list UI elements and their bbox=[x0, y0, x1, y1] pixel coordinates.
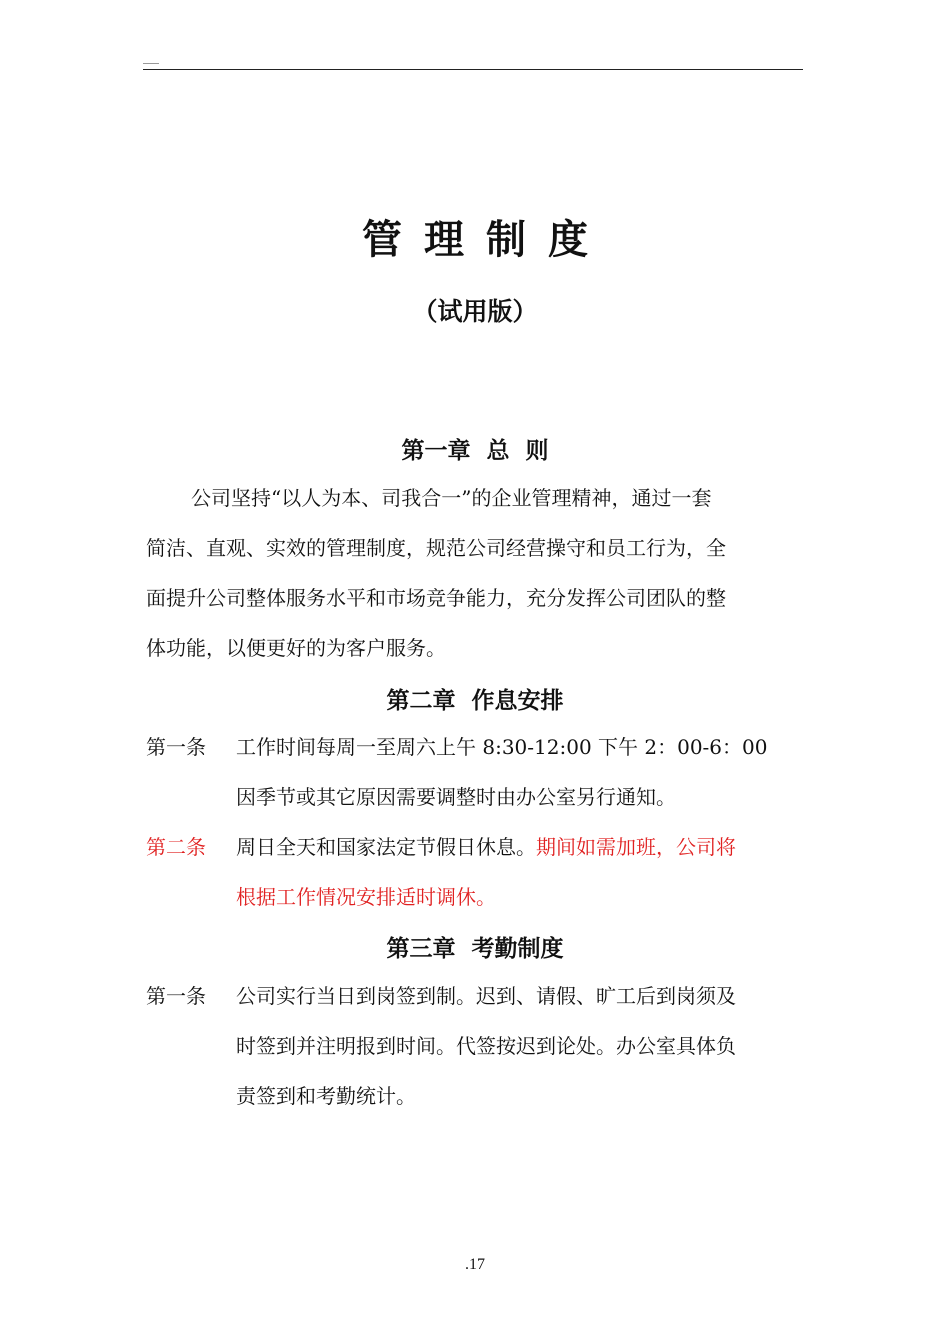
chapter-2-heading: 第二章 作息安排 bbox=[386, 688, 564, 714]
article-line: 工作时间每周一至周六上午 8:30-12:00 下午 2：00-6：00 bbox=[236, 735, 768, 759]
chapter-3-heading: 第三章 考勤制度 bbox=[386, 936, 564, 962]
article-body bbox=[236, 722, 806, 822]
article-body bbox=[236, 971, 806, 1121]
article-label-highlighted: 第二条 bbox=[146, 835, 206, 859]
header-rule bbox=[143, 69, 803, 70]
paragraph-line: 简洁、直观、实效的管理制度，规范公司经营操守和员工行为，全 bbox=[146, 536, 726, 560]
article-label: 第一条 bbox=[146, 735, 206, 759]
article-line: 因季节或其它原因需要调整时由办公室另行通知。 bbox=[236, 785, 676, 809]
document-title: 管理制度 bbox=[362, 217, 610, 263]
paragraph-line: 公司坚持“以人为本、司我合一”的企业管理精神，通过一套 bbox=[191, 486, 712, 510]
article-label: 第一条 bbox=[146, 984, 206, 1008]
chapter-2-article-2 bbox=[146, 822, 806, 922]
paragraph-line: 面提升公司整体服务水平和市场竞争能力，充分发挥公司团队的整 bbox=[146, 586, 726, 610]
paragraph-line: 体功能，以便更好的为客户服务。 bbox=[146, 636, 446, 660]
article-line-highlighted: 根据工作情况安排适时调休。 bbox=[236, 885, 496, 909]
chapter-1-heading: 第一章 总 则 bbox=[401, 438, 549, 464]
article-line: 时签到并注明报到时间。代签按迟到论处。办公室具体负 bbox=[236, 1034, 736, 1058]
article-body bbox=[236, 822, 806, 922]
document-subtitle: （试用版） bbox=[412, 297, 538, 326]
chapter-1-paragraph bbox=[146, 473, 806, 673]
header-mark bbox=[143, 63, 159, 64]
article-line: 公司实行当日到岗签到制。迟到、请假、旷工后到岗须及 bbox=[236, 984, 736, 1008]
article-text-highlighted: 期间如需加班，公司将 bbox=[536, 835, 736, 859]
article-line bbox=[236, 822, 806, 872]
article-text: 周日全天和国家法定节假日休息。 bbox=[236, 835, 536, 859]
chapter-3-article-1 bbox=[146, 971, 806, 1121]
article-line: 责签到和考勤统计。 bbox=[236, 1084, 416, 1108]
chapter-2-article-1 bbox=[146, 722, 806, 822]
page-number: .17 bbox=[465, 1256, 485, 1273]
